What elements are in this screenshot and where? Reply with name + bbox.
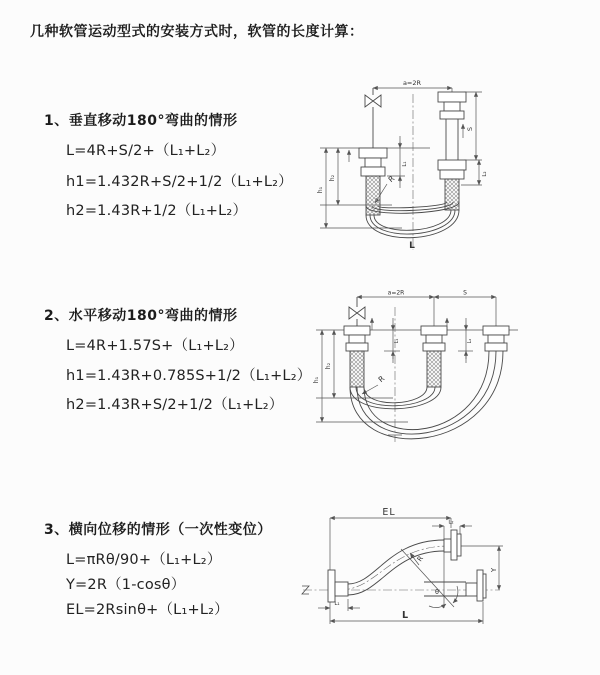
dim-label-l2: L₂ xyxy=(467,338,473,344)
length-label: L xyxy=(401,610,409,621)
radius-label: R xyxy=(415,554,426,564)
section-3-formula-L: L=πRθ/90+（L₁+L₂） xyxy=(66,552,222,568)
section-1-formula-h2: h2=1.43R+1/2（L₁+L₂） xyxy=(66,203,248,219)
diagram-vertical-bend xyxy=(312,72,592,262)
page-title: 几种软管运动型式的安装方式时，软管的长度计算： xyxy=(30,24,364,40)
upper-right-flange xyxy=(444,530,461,560)
angle-label: θ xyxy=(435,588,439,596)
right-fitting-stack xyxy=(438,92,466,210)
section-3-heading: 3、横向位移的情形（一次性变位） xyxy=(44,522,272,538)
braided-hose xyxy=(427,351,441,387)
radius-label: R xyxy=(386,173,397,185)
section-1-heading: 1、垂直移动180°弯曲的情形 xyxy=(44,113,238,129)
dim-label-l2: L₂ xyxy=(448,519,454,526)
dim-label-el: EL xyxy=(382,507,396,518)
dim-label-s: S xyxy=(466,126,474,132)
section-3-formula-Y: Y=2R（1-cosθ） xyxy=(66,577,186,593)
dim-label-h2: h₂ xyxy=(329,174,336,182)
section-3-formula-EL: EL=2Rsinθ+（L₁+L₂） xyxy=(66,602,229,618)
dimension-lines xyxy=(318,518,503,624)
left-fitting xyxy=(344,297,370,387)
section-2-heading: 2、水平移动180°弯曲的情形 xyxy=(44,308,238,324)
dim-label-l1: L₁ xyxy=(402,161,408,167)
dim-label-h1: h₁ xyxy=(317,186,324,194)
left-flange xyxy=(328,570,348,602)
dim-label-h1: h₁ xyxy=(313,376,320,384)
diagram-lateral-displacement xyxy=(298,503,600,648)
dim-label-l1: L₁ xyxy=(394,338,400,344)
original-position-hose xyxy=(424,570,486,601)
radius-label: R xyxy=(376,373,387,385)
length-label: L xyxy=(409,241,415,251)
dimension-lines xyxy=(316,297,518,422)
left-fitting xyxy=(359,88,387,215)
hose-arcs xyxy=(350,351,503,439)
section-2-formula-L: L=4R+1.57S+（L₁+L₂） xyxy=(66,338,244,354)
dim-label-a2r: a=2R xyxy=(387,289,405,297)
section-1-formula-h1: h1=1.432R+S/2+1/2（L₁+L₂） xyxy=(66,174,293,190)
valve-icon xyxy=(365,95,373,107)
section-2-formula-h2: h2=1.43R+S/2+1/2（L₁+L₂） xyxy=(66,397,284,413)
section-1-formula-L: L=4R+S/2+（L₁+L₂） xyxy=(66,143,226,159)
dim-label-l2: L₂ xyxy=(482,171,488,177)
dim-label-y: Y xyxy=(490,567,498,573)
braided-hose xyxy=(350,351,364,387)
hose-s-curve xyxy=(348,540,444,595)
dim-label-h2: h₂ xyxy=(325,362,332,370)
valve-icon xyxy=(357,307,365,319)
dim-label-a2r: a=2R xyxy=(402,79,422,87)
diagram-horizontal-bend xyxy=(308,282,600,462)
valve-icon xyxy=(373,95,381,107)
diagram-labels xyxy=(334,507,498,621)
right-fitting xyxy=(483,326,509,351)
section-2-formula-h1: h1=1.43R+0.785S+1/2（L₁+L₂） xyxy=(66,368,312,384)
valve-icon xyxy=(349,307,357,319)
dim-label-l1: L₁ xyxy=(334,601,340,607)
dim-label-s: S xyxy=(463,289,467,297)
middle-fitting xyxy=(421,326,447,387)
